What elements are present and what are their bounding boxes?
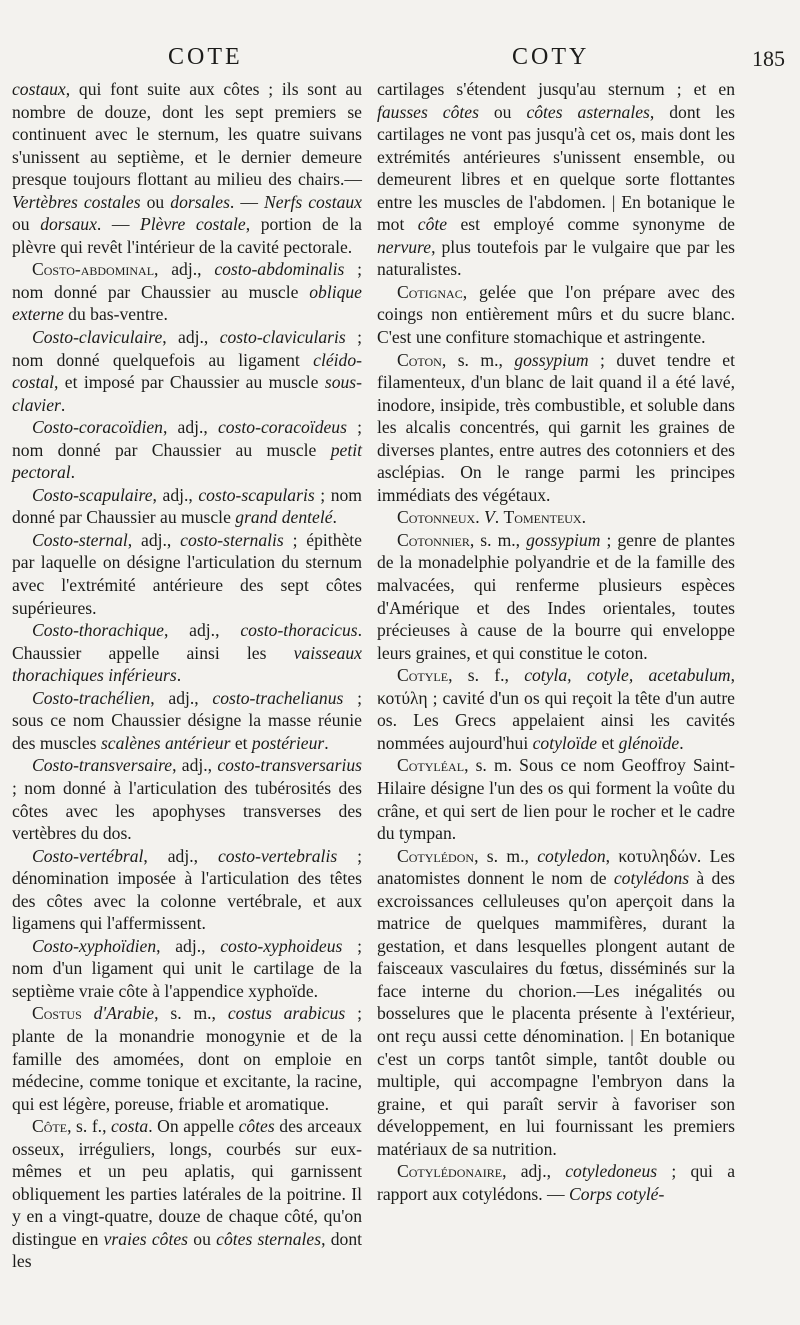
body-text: , s. f., xyxy=(67,1116,112,1137)
dictionary-paragraph xyxy=(12,258,362,326)
italic-text: Costo-transversaire xyxy=(32,755,173,776)
body-text: . xyxy=(70,462,76,483)
dictionary-paragraph xyxy=(12,1115,362,1273)
italic-text: fausses côtes xyxy=(377,101,479,122)
body-text: . xyxy=(581,507,587,528)
body-text: ; plante de la monandrie monogynie et de la famille des amomées, dont on emploie en médecine, comme tonique et excitante, la racine, qui est légère, poreuse, friable et aromatique. xyxy=(12,1003,363,1114)
body-text: , et imposé par Chaussier au muscle xyxy=(54,372,325,393)
dictionary-paragraph xyxy=(377,1160,735,1205)
dictionary-paragraph xyxy=(12,935,362,1003)
italic-text: Costo-claviculaire xyxy=(32,327,163,348)
body-text: , adj., xyxy=(154,259,215,280)
body-text: ou xyxy=(188,1228,217,1249)
dictionary-paragraph xyxy=(377,506,735,529)
italic-text: cotyledoneus xyxy=(565,1161,658,1182)
body-text: ou xyxy=(12,214,41,235)
body-text: , adj., xyxy=(143,845,218,866)
running-head-right: COTY xyxy=(512,44,590,70)
body-text: ; épithète par laquelle on désigne l'articulation du sternum avec l'extrémité antérieure des sept côtes supérieures. xyxy=(12,529,362,618)
body-text: du bas-ventre. xyxy=(63,304,168,325)
body-text: , adj., xyxy=(163,620,241,641)
italic-text: glénoïde xyxy=(618,732,680,753)
headword: Coton xyxy=(397,349,442,370)
italic-text: dorsales xyxy=(170,191,230,212)
headword: Cotonneux xyxy=(397,507,476,528)
italic-text: petit pectoral xyxy=(12,439,362,483)
body-text: , portion de la plèvre qui revêt l'intérieur de la cavité pectorale. xyxy=(12,214,362,257)
italic-text: costo-coracoïdeus xyxy=(217,417,347,438)
italic-text: côtes xyxy=(238,1116,275,1137)
body-text: , κοτυληδών. Les anatomistes donnent le nom de xyxy=(377,845,735,889)
body-text: ; nom d'un ligament qui unit le cartilage de la septième vraie côte à l'appendice xyphoïde. xyxy=(12,935,362,1001)
italic-text: gossypium xyxy=(514,349,589,370)
italic-text: costo-trachelianus xyxy=(212,687,344,708)
dictionary-paragraph xyxy=(12,687,362,755)
headword: Cotylédon xyxy=(397,845,475,866)
body-text: est employé comme synonyme de xyxy=(447,214,735,235)
body-text: . xyxy=(324,732,329,753)
headword: Cotignac xyxy=(397,281,463,302)
italic-text: Costo-vertébral xyxy=(32,845,144,866)
body-text: ; genre de plantes de la monadelphie polyandrie et de la famille des malvacées, qui renferme plusieurs espèces d'Amérique et des Indes orientales, toutes précieuses à cause de la bourre qui enveloppe leurs graines, et qui constitue le coton. xyxy=(377,529,735,663)
body-text: ; nom donné à l'articulation des tubérosités des côtes avec les apophyses transverses des vertèbres du dos. xyxy=(12,777,362,844)
dictionary-paragraph xyxy=(12,1002,362,1115)
dictionary-paragraph xyxy=(377,664,735,754)
dictionary-paragraph xyxy=(12,326,362,416)
right-column xyxy=(377,78,735,1205)
italic-text: costo-xyphoideus xyxy=(220,935,343,956)
body-text: , adj., xyxy=(162,327,220,348)
running-head-left: COTE xyxy=(168,44,243,70)
dictionary-paragraph xyxy=(12,416,362,484)
italic-text: cotylédons xyxy=(613,868,690,889)
body-text: . xyxy=(679,732,684,753)
italic-text: cotyledon xyxy=(537,845,606,866)
italic-text: Costo-scapulaire xyxy=(32,484,153,505)
headword: Cotyléal xyxy=(397,755,465,776)
body-text: , s. m. Sous ce nom Geoffroy Saint-Hilaire désigne l'un des os qui forment la voûte du crâne, et qui sert de lien pour le rocher et le cadre du tympan. xyxy=(377,755,735,844)
italic-text: gossypium xyxy=(526,529,601,550)
italic-text: dorsaux xyxy=(40,214,97,235)
body-text: , s. m., xyxy=(474,845,538,866)
dictionary-paragraph xyxy=(377,78,735,281)
italic-text: cotyla, cotyle, acetabulum xyxy=(524,665,731,686)
body-text: ou xyxy=(140,191,171,212)
body-text: , adj., xyxy=(156,935,221,956)
italic-text: costo-transversarius xyxy=(217,755,362,776)
dictionary-paragraph xyxy=(12,619,362,687)
body-text: . — xyxy=(96,214,141,235)
italic-text: costo-scapularis xyxy=(198,484,315,505)
italic-text: scalènes antérieur xyxy=(100,732,231,753)
italic-text: côtes sternales xyxy=(216,1228,322,1249)
headword: Tomenteux xyxy=(503,507,582,528)
body-text: , qui font suite aux côtes ; ils sont au nombre de douze, dont les sept premiers se continuent avec le sternum, les quatre suivans s'unissent au septième, et le dernier demeure presque toujours flottant au milieu des chairs.— xyxy=(12,79,362,190)
italic-text: Costo-xyphoïdien xyxy=(32,935,157,956)
italic-text: oblique externe xyxy=(12,281,362,325)
body-text: ; dénomination imposée à l'articulation des têtes des côtes avec la colonne vertébrale, et aux ligamens qui l'affermissent. xyxy=(12,845,362,934)
dictionary-paragraph xyxy=(377,349,735,507)
body-text: , s. m., xyxy=(469,529,527,550)
italic-text: d'Arabie xyxy=(93,1003,155,1024)
italic-text: côte xyxy=(417,214,448,235)
body-text: ; sous ce nom Chaussier désigne la masse réunie des muscles xyxy=(12,687,362,753)
headword: Cotylédonaire xyxy=(397,1161,503,1182)
dictionary-paragraph xyxy=(12,754,362,844)
dictionary-paragraph xyxy=(377,529,735,664)
body-text: , adj., xyxy=(172,755,218,776)
body-text: ; nom donné par Chaussier au muscle xyxy=(12,259,362,302)
italic-text: Nerfs costaux xyxy=(264,191,362,212)
body-text: ou xyxy=(478,101,527,122)
headword: Cotyle xyxy=(397,665,449,686)
italic-text: postérieur xyxy=(251,732,325,753)
italic-text: vraies côtes xyxy=(103,1228,189,1249)
body-text: . xyxy=(494,507,504,528)
page-number: 185 xyxy=(752,46,785,71)
headword: Cotonnier xyxy=(397,529,470,550)
body-text: . Chaussier appelle ainsi les xyxy=(12,620,362,663)
body-text: ; nom donné par Chaussier au muscle xyxy=(12,417,362,460)
italic-text: Vertèbres costales xyxy=(12,191,141,212)
italic-text: costaux xyxy=(12,79,66,99)
italic-text: Costo-sternal xyxy=(32,529,128,550)
body-text xyxy=(82,1003,94,1023)
left-column xyxy=(12,78,362,1273)
body-text: , dont les cartilages ne vont pas jusqu'à cet os, mais dont les extrémités antérieures s'unissent ensemble, ou demeurent libres et en quelque sorte flottantes entre les muscles de l'abdomen. | En botanique le mot xyxy=(377,101,735,235)
body-text: , s. m., xyxy=(154,1003,228,1024)
body-text: . xyxy=(475,507,484,528)
italic-text: Costo-coracoïdien xyxy=(32,417,163,438)
italic-text: costo-thoracicus xyxy=(240,620,358,641)
body-text: . xyxy=(176,665,182,686)
body-text: et xyxy=(230,732,252,753)
body-text: ; qui a rapport aux cotylédons. — xyxy=(377,1161,735,1204)
dictionary-paragraph xyxy=(377,281,735,349)
italic-text: Costo-thorachique xyxy=(32,620,164,641)
italic-text: Corps cotylé- xyxy=(569,1183,665,1204)
body-text: . — xyxy=(229,191,265,212)
body-text: . xyxy=(332,507,337,528)
dictionary-paragraph xyxy=(12,484,362,529)
body-text: , adj., xyxy=(152,484,199,505)
italic-text: Costo-trachélien xyxy=(32,687,151,708)
body-text: , s. m., xyxy=(441,349,515,370)
body-text: cartilages s'étendent jusqu'au sternum ; et en xyxy=(377,79,735,99)
dictionary-paragraph xyxy=(12,845,362,935)
headword: Costus xyxy=(32,1003,82,1024)
italic-text: costo-sternalis xyxy=(180,529,284,550)
body-text: ; duvet tendre et filamenteux, d'un blanc de lait quand il a été lavé, inodore, insipide, très combustible, et soluble dans les alcalis concentrés, qui garnit les graines de diverses plantes, entre autres des cotonniers et des asclépias. On le range parmi les principes immédiats des végétaux. xyxy=(377,349,735,505)
dictionary-paragraph xyxy=(377,845,735,1161)
body-text: . xyxy=(60,394,66,415)
body-text: , dont les xyxy=(12,1228,363,1272)
italic-text: cléido-costal xyxy=(12,349,362,393)
dictionary-paragraph xyxy=(12,529,362,619)
italic-text: Plèvre costale xyxy=(140,214,246,235)
italic-text: nervure xyxy=(377,236,432,257)
body-text: , s. f., xyxy=(448,665,525,686)
dictionary-paragraph xyxy=(12,78,362,258)
italic-text: costo-abdominalis xyxy=(214,259,345,280)
headword: Côte xyxy=(32,1116,68,1137)
italic-text: costo-vertebralis xyxy=(217,845,338,866)
body-text: ; nom donné quelquefois au ligament xyxy=(12,327,362,370)
body-text: et xyxy=(597,732,619,753)
body-text: , gelée que l'on prépare avec des coings non entièrement mûrs et du sucre blanc. C'est une confiture stomachique et astringente. xyxy=(377,281,735,348)
headword: Costo-abdominal xyxy=(32,259,155,280)
body-text: , adj., xyxy=(127,529,181,550)
body-text: à des excroissances celluleuses qu'on aperçoit dans la matrice de quelques mammifères, durant la gestation, et dans lesquelles plongent autant de faisceaux vasculaires du fœtus, disséminés sur la face interne du chorion.—Les inégalités ou bosselures que le placenta présente à l'extérieur, ont reçu aussi cette dénomination. | En botanique c'est un corps tantôt simple, tantôt double ou multiple, qui accompagne l'embryon dans la graine, et qui paraît servir à favoriser son développement, en lui fournissant les premiers matériaux de sa nutrition. xyxy=(377,868,736,1159)
italic-text: vaisseaux thorachiques inférieurs xyxy=(12,642,362,686)
italic-text: cotyloïde xyxy=(532,732,598,753)
body-text: ; nom donné par Chaussier au muscle xyxy=(12,484,362,528)
italic-text: costus arabicus xyxy=(227,1003,346,1024)
dictionary-paragraph xyxy=(377,754,735,844)
body-text: , adj., xyxy=(162,417,218,438)
body-text: . On appelle xyxy=(148,1116,239,1137)
italic-text: costa xyxy=(111,1116,149,1137)
italic-text: costo-clavicularis xyxy=(219,327,346,348)
body-text: , κοτύλη ; cavité d'un os qui reçoit la tête d'un autre os. Les Grecs appelaient ainsi les cavités nommées aujourd'hui xyxy=(377,665,736,753)
italic-text: V xyxy=(483,507,495,528)
body-text: , plus toutefois par le vulgaire que par les naturalistes. xyxy=(377,236,735,280)
body-text: , adj., xyxy=(150,687,213,708)
body-text: , adj., xyxy=(502,1161,566,1182)
body-text: des arceaux osseux, irréguliers, longs, courbés sur eux-mêmes et un peu aplatis, qui garnissent obliquement les parties latérales de la poitrine. Il y en a vingt-quatre, douze de chaque côté, qu'on distingue en xyxy=(12,1116,362,1249)
italic-text: côtes asternales xyxy=(526,101,650,122)
italic-text: grand dentelé xyxy=(235,507,333,528)
italic-text: sous-clavier xyxy=(12,372,362,415)
